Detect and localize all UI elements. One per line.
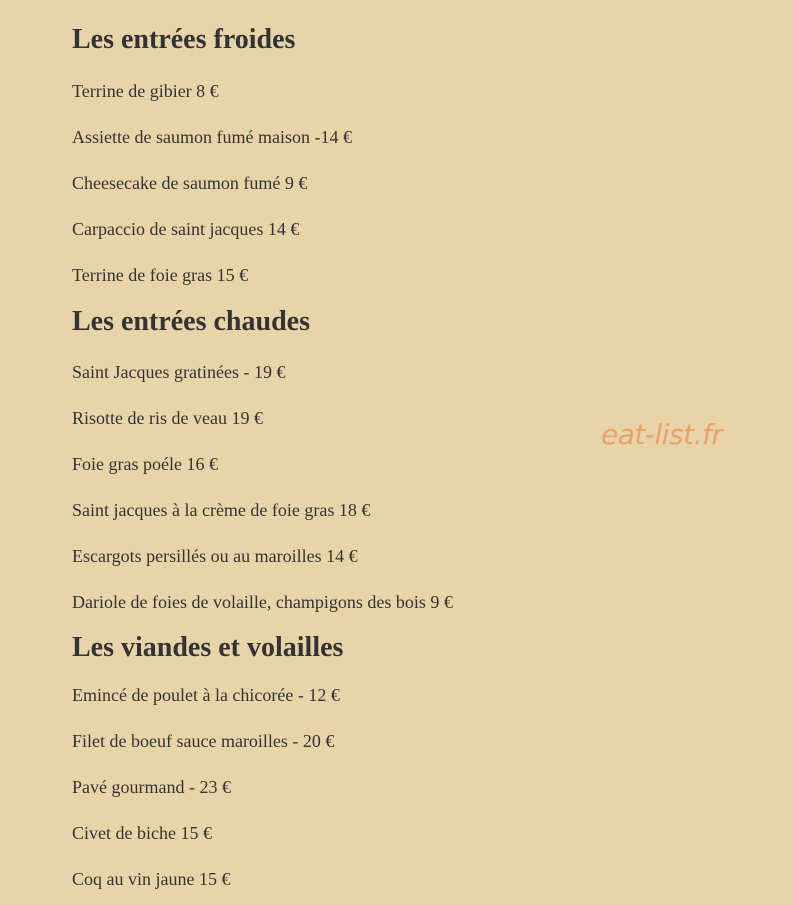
menu-item: Risotte de ris de veau 19 €: [72, 408, 263, 428]
menu-item: Carpaccio de saint jacques 14 €: [72, 219, 300, 239]
section-title-viandes-volailles: Les viandes et volailles: [72, 632, 344, 663]
menu-item: Terrine de foie gras 15 €: [72, 265, 249, 285]
menu-item: Civet de biche 15 €: [72, 823, 212, 843]
watermark-text: eat-list.fr: [601, 418, 723, 451]
menu-item: Foie gras poéle 16 €: [72, 454, 218, 474]
section-title-entrees-chaudes: Les entrées chaudes: [72, 306, 310, 337]
menu-item: Saint Jacques gratinées - 19 €: [72, 362, 286, 382]
menu-item: Pavé gourmand - 23 €: [72, 777, 231, 797]
menu-item: Terrine de gibier 8 €: [72, 81, 219, 101]
menu-item: Saint jacques à la crème de foie gras 18 €: [72, 500, 371, 520]
menu-item: Assiette de saumon fumé maison -14 €: [72, 127, 352, 147]
menu-item: Cheesecake de saumon fumé 9 €: [72, 173, 308, 193]
section-title-entrees-froides: Les entrées froides: [72, 24, 296, 55]
menu-item: Filet de boeuf sauce maroilles - 20 €: [72, 731, 335, 751]
menu-item: Emincé de poulet à la chicorée - 12 €: [72, 685, 340, 705]
menu-item: Dariole de foies de volaille, champigons des bois 9 €: [72, 592, 453, 612]
menu-item: Coq au vin jaune 15 €: [72, 869, 231, 889]
menu-item: Escargots persillés ou au maroilles 14 €: [72, 546, 358, 566]
